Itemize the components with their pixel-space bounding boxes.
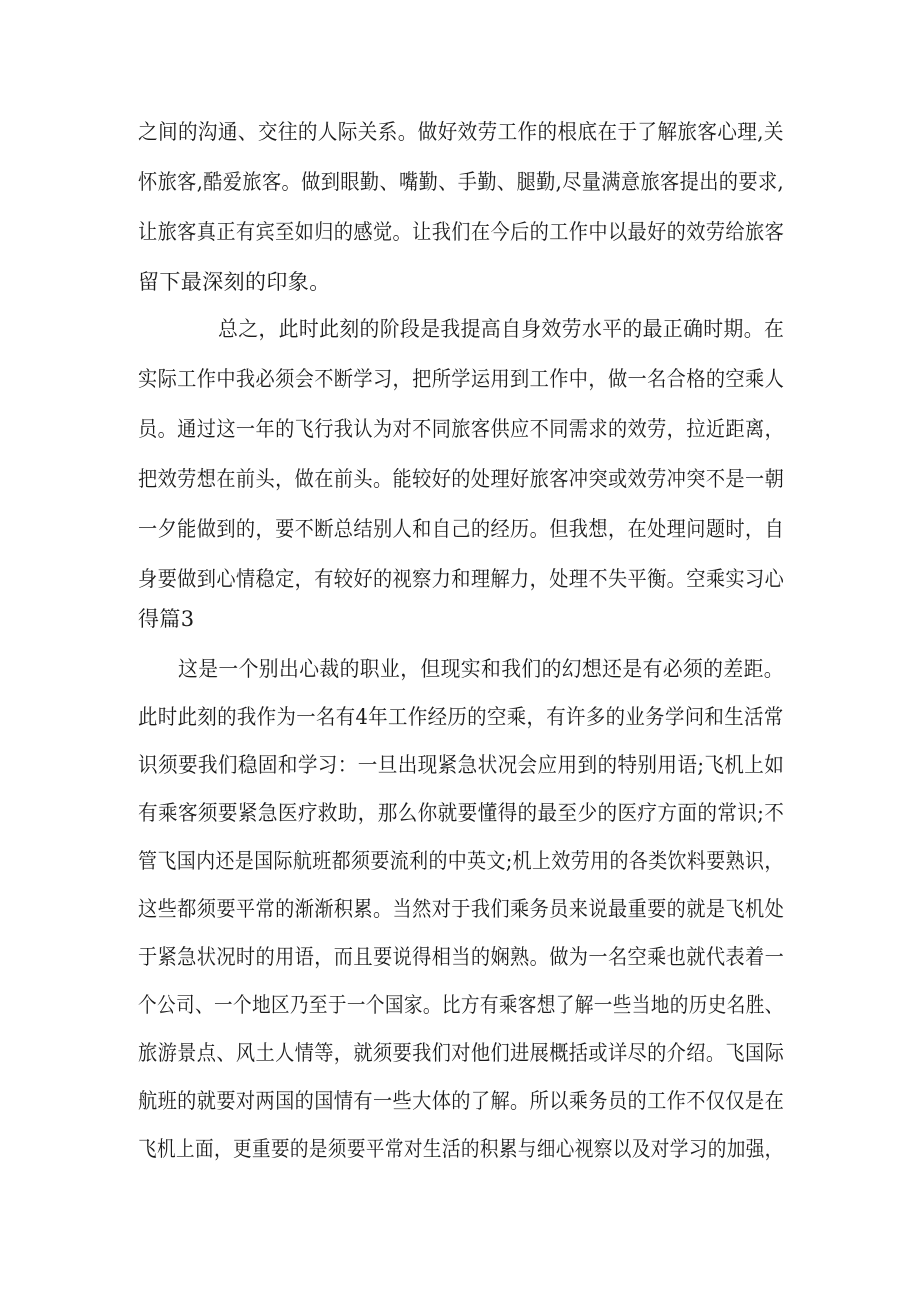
text-line: 一夕能做到的，要不断总结别人和自己的经历。但我想，在处理问题时，自 [138,517,785,541]
paragraph-start-line: 这是一个别出心裁的职业，但现实和我们的幻想还是有必须的差距。 [178,657,784,681]
text-line: 航班的就要对两国的国情有一些大体的了解。所以乘务员的工作不仅仅是在 [138,1089,785,1113]
text-line: 这些都须要平常的渐渐积累。当然对于我们乘务员来说最重要的就是飞机处 [138,897,785,921]
text-line: 飞机上面，更重要的是须要平常对生活的积累与细心视察以及对学习的加强， [138,1137,784,1161]
paragraph-start-line: 总之，此时此刻的阶段是我提高自身效劳水平的最正确时期。在 [218,317,785,341]
text-line: 识须要我们稳固和学习：一旦出现紧急状况会应用到的特别用语;飞机上如 [138,753,785,777]
text-line: 身要做到心情稳定，有较好的视察力和理解力，处理不失平衡。空乘实习心 [138,567,785,591]
text-line: 之间的沟通、交往的人际关系。做好效劳工作的根底在于了解旅客心理,关 [138,120,784,144]
text-line: 实际工作中我必须会不断学习，把所学运用到工作中，做一名合格的空乘人 [138,367,785,391]
text-line: 此时此刻的我作为一名有4年工作经历的空乘，有许多的业务学问和生活常 [138,705,784,729]
text-line: 把效劳想在前头，做在前头。能较好的处理好旅客冲突或效劳冲突不是一朝 [138,467,785,491]
text-line: 怀旅客,酷爱旅客。做到眼勤、嘴勤、手勤、腿勤,尽量满意旅客提出的要求, [138,170,785,194]
text-line: 旅游景点、风土人情等，就须要我们对他们进展概括或详尽的介绍。飞国际 [138,1041,785,1065]
text-line: 于紧急状况时的用语，而且要说得相当的娴熟。做为一名空乘也就代表着一 [138,945,785,969]
text-line: 管飞国内还是国际航班都须要流利的中英文;机上效劳用的各类饮料要熟识， [138,849,784,873]
text-line: 让旅客真正有宾至如归的感觉。让我们在今后的工作中以最好的效劳给旅客 [138,220,785,244]
text-line: 留下最深刻的印象。 [138,270,331,294]
text-line: 员。通过这一年的飞行我认为对不同旅客供应不同需求的效劳，拉近距离， [138,417,785,441]
text-line: 有乘客须要紧急医疗救助，那么你就要懂得的最至少的医疗方面的常识;不 [138,801,785,825]
section-heading-line: 得篇3 [138,607,195,631]
text-line: 个公司、一个地区乃至于一个国家。比方有乘客想了解一些当地的历史名胜、 [138,993,784,1017]
